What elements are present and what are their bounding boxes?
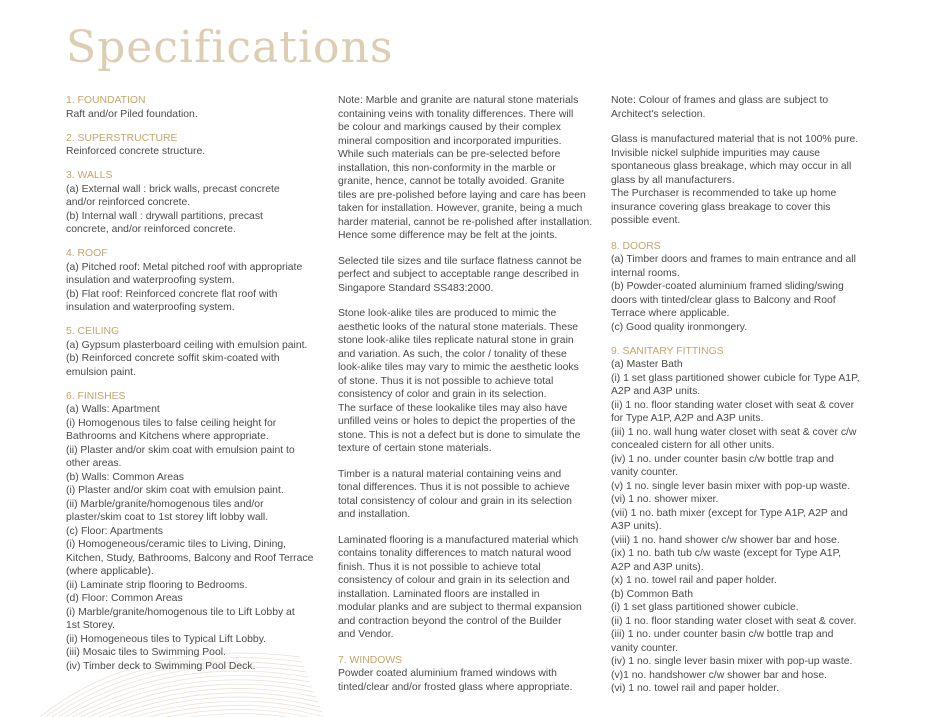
text-line: (ii) Homogeneous tiles to Typical Lift Lobby. — [66, 633, 267, 645]
text-line: Reinforced concrete structure. — [66, 146, 206, 157]
text-line: Hence some difference may be felt at the joints. — [338, 230, 558, 241]
text-line: (c) Floor: Apartments — [66, 525, 164, 537]
text-line: mineral composition and incorporated impurities. — [338, 135, 562, 147]
text-line: total consistency of colour and grain in its selection — [338, 495, 572, 507]
section-heading: 8. DOORS — [611, 240, 661, 252]
text-line: concealed cistern for all other units. — [611, 440, 775, 451]
text-line: stone look-alike tiles replicate natural stone in grain — [338, 335, 574, 346]
text-line: Architect's selection. — [611, 108, 706, 120]
text-line: (i) Homogeneous/ceramic tiles to Living, Dining, — [66, 539, 287, 550]
text-line: (ii) 1 no. floor standing water closet with seat & cover — [611, 399, 855, 411]
text-line: (a) External wall : brick walls, precast concrete — [66, 183, 280, 195]
text-line: containing veins with tonality differences. There will — [338, 108, 574, 120]
text-line: granite, hence, cannot be totally avoided. Granite — [338, 176, 565, 187]
text-line: possible event. — [611, 215, 681, 226]
text-line: vanity counter. — [611, 642, 679, 654]
text-line: (iv) Timber deck to Swimming Pool Deck. — [66, 660, 256, 672]
text-line: other areas. — [66, 458, 122, 469]
text-line: installation. Laminated floors are installed in — [338, 588, 540, 600]
text-line: (vi) 1 no. shower mixer. — [611, 494, 719, 505]
text-line: Raft and/or Piled foundation. — [66, 108, 198, 120]
column-2 — [338, 94, 593, 705]
text-line: (b) Powder-coated aluminium framed sliding/swing — [611, 281, 844, 292]
spec-section — [66, 247, 328, 315]
spec-section — [66, 390, 328, 674]
text-line: (d) Floor: Common Areas — [66, 593, 183, 604]
text-line: consistency of colour and grain in its selection and — [338, 575, 570, 586]
text-line: vanity counter. — [611, 467, 679, 478]
text-line: (b) Internal wall : drywall partitions, precast — [66, 210, 263, 222]
text-line: (ii) Plaster and/or skim coat with emulsion paint to — [66, 444, 295, 456]
text-line: (a) Walls: Apartment — [66, 404, 160, 415]
column-3 — [611, 94, 865, 706]
text-line: (ix) 1 no. bath tub c/w waste (except for Type A1P, — [611, 548, 842, 559]
section-heading: 1. FOUNDATION — [66, 95, 146, 106]
text-line: Powder coated aluminium framed windows with — [338, 668, 557, 679]
text-line: (a) Master Bath — [611, 359, 683, 370]
text-line: Terrace where applicable. — [611, 308, 730, 319]
spec-section — [611, 133, 865, 228]
text-line: The Purchaser is recommended to take up home — [611, 188, 837, 199]
text-line: spontaneous glass breakage, which may occur in all — [611, 161, 852, 172]
text-line: tonal differences. Thus it is not possible to achieve — [338, 482, 570, 493]
section-heading: 7. WINDOWS — [338, 654, 403, 666]
text-line: Kitchen, Study, Bathrooms, Balcony and Roof Terrace — [66, 552, 314, 564]
text-line: The surface of these lookalike tiles may also have — [338, 402, 568, 414]
text-line: A2P and A3P units). — [611, 561, 704, 573]
spec-section — [66, 94, 328, 121]
text-line: perfect and subject to acceptable range described in — [338, 269, 579, 280]
text-line: (vi) 1 no. towel rail and paper holder. — [611, 683, 780, 694]
column-1 — [66, 94, 328, 684]
text-line: (x) 1 no. towel rail and paper holder. — [611, 575, 777, 586]
text-line: (ii) 1 no. floor standing water closet with seat & cover. — [611, 615, 857, 627]
text-line: (iii) 1 no. wall hung water closet with seat & cover c/w — [611, 426, 857, 438]
section-heading: 3. WALLS — [66, 170, 113, 181]
text-line: (b) Flat roof: Reinforced concrete flat roof with — [66, 288, 278, 300]
text-line: (vii) 1 no. bath mixer (except for Type A1P, A2P and — [611, 507, 848, 519]
text-line: internal rooms. — [611, 267, 680, 279]
section-heading: 4. ROOF — [66, 248, 108, 259]
text-line: plaster/skim coat to 1st storey lift lobby wall. — [66, 512, 269, 523]
text-line: look-alike tiles may vary to mimic the aesthetic looks — [338, 362, 579, 373]
text-line: be colour and markings caused by their complex — [338, 122, 561, 133]
text-line: Laminated flooring is a manufactured material which — [338, 534, 579, 546]
text-line: (c) Good quality ironmongery. — [611, 321, 748, 333]
spec-section — [338, 255, 588, 296]
text-line: Note: Colour of frames and glass are subject to — [611, 95, 829, 106]
text-line: modular planks and are subject to thermal expansion — [338, 602, 582, 613]
text-line: (i) Homogenous tiles to false ceiling height for — [66, 417, 277, 429]
section-heading: 9. SANITARY FITTINGS — [611, 345, 724, 357]
text-line: aesthetic looks of the natural stone materials. These — [338, 321, 579, 333]
text-line: (a) Timber doors and frames to main entrance and all — [611, 254, 856, 265]
wave-line — [70, 697, 320, 717]
text-line: harder material, cannot be re-polished after installation. — [338, 216, 593, 228]
text-line: taken for installation. However, granite, being a much — [338, 203, 583, 214]
text-line: (viii) 1 no. hand shower c/w shower bar and hose. — [611, 534, 840, 546]
text-line: (b) Common Bath — [611, 588, 693, 600]
text-line: tinted/clear and/or frosted glass where appropriate. — [338, 681, 573, 693]
text-line: and variation. As such, the color / tonality of these — [338, 348, 567, 360]
section-heading: 2. SUPERSTRUCTURE — [66, 132, 178, 144]
text-line: Glass is manufactured material that is not 100% pure. — [611, 134, 859, 145]
text-line: and contraction beyond the control of the Builder — [338, 615, 562, 627]
text-line: finish. Thus it is not possible to achieve total — [338, 561, 541, 573]
text-line: (i) Plaster and/or skim coat with emulsion paint. — [66, 485, 284, 496]
spec-section — [66, 325, 328, 379]
text-line: While such materials can be pre-selected before — [338, 149, 561, 160]
spec-section — [338, 534, 588, 642]
text-line: 1st Storey. — [66, 620, 115, 631]
text-line: tiles are pre-polished before laying and care has been — [338, 189, 586, 201]
spec-section — [66, 132, 328, 159]
spec-section — [338, 94, 593, 243]
text-line: stone. This is not a defect but is done to simulate the — [338, 429, 581, 441]
text-line: (i) 1 set glass partitioned shower cubicle for Type A1P, — [611, 372, 860, 384]
text-line: Timber is a natural material containing veins and — [338, 468, 562, 480]
text-line: Bathrooms and Kitchens where appropriate. — [66, 431, 269, 442]
text-line: and installation. — [338, 509, 411, 520]
text-line: Singapore Standard SS483:2000. — [338, 282, 494, 294]
text-line: for Type A1P, A2P and A3P units. — [611, 413, 764, 424]
text-line: glass by all manufacturers. — [611, 174, 735, 186]
text-line: Selected tile sizes and tile surface flatness cannot be — [338, 255, 582, 267]
text-line: (iv) 1 no. single lever basin mixer with pop-up waste. — [611, 656, 853, 667]
text-line: Invisible nickel sulphide impurities may cause — [611, 147, 821, 159]
spec-section — [611, 240, 865, 335]
spec-section — [338, 654, 588, 695]
text-line: (iii) 1 no. under counter basin c/w bottle trap and — [611, 629, 834, 640]
text-line: (i) 1 set glass partitioned shower cubicle. — [611, 602, 799, 613]
text-line: (where applicable). — [66, 566, 154, 577]
text-line: (iii) Mosaic tiles to Swimming Pool. — [66, 647, 226, 658]
page-title: Specifications — [66, 22, 394, 73]
text-line: and/or reinforced concrete. — [66, 197, 191, 208]
text-line: (a) Pitched roof: Metal pitched roof with appropriate — [66, 261, 303, 273]
text-line: (ii) Laminate strip flooring to Bedrooms. — [66, 579, 248, 591]
text-line: consistency of color and grain in its selection. — [338, 389, 547, 400]
text-line: Stone look-alike tiles are produced to mimic the — [338, 308, 557, 319]
text-line: unfilled veins or holes to depict the properties of the — [338, 416, 576, 427]
text-line: (b) Reinforced concrete soffit skim-coated with — [66, 353, 280, 364]
text-line: (b) Walls: Common Areas — [66, 471, 184, 483]
spec-section — [338, 307, 588, 456]
text-line: doors with tinted/clear glass to Balcony and Roof — [611, 294, 836, 306]
wave-line — [67, 693, 318, 717]
section-heading: 5. CEILING — [66, 326, 120, 337]
section-heading: 6. FINISHES — [66, 390, 126, 402]
text-line: insulation and waterproofing system. — [66, 275, 235, 286]
text-line: texture of certain stone materials. — [338, 443, 492, 454]
text-line: A2P and A3P units. — [611, 386, 701, 397]
spec-section — [66, 169, 328, 237]
text-line: (a) Gypsum plasterboard ceiling with emulsion paint. — [66, 339, 308, 351]
text-line: (iv) 1 no. under counter basin c/w bottle trap and — [611, 453, 834, 465]
text-line: installation, this non-conformity in the marble or — [338, 162, 556, 174]
text-line: (v)1 no. handshower c/w shower bar and hose. — [611, 669, 828, 681]
text-line: concrete, and/or reinforced concrete. — [66, 224, 236, 235]
text-line: and Vendor. — [338, 629, 394, 640]
text-line: contains tonality differences to match natural wood — [338, 548, 572, 559]
spec-section — [338, 468, 588, 522]
text-line: (ii) Marble/granite/homogenous tiles and/or — [66, 498, 264, 510]
text-line: (i) Marble/granite/homogenous tile to Lift Lobby at — [66, 606, 295, 618]
text-line: of stone. Thus it is not possible to achieve total — [338, 375, 554, 387]
text-line: emulsion paint. — [66, 366, 136, 378]
text-line: insulation and waterproofing system. — [66, 302, 235, 313]
text-line: insurance covering glass breakage to cover this — [611, 201, 831, 213]
text-line: Note: Marble and granite are natural stone materials — [338, 95, 579, 106]
spec-section — [611, 94, 865, 121]
text-line: (v) 1 no. single lever basin mixer with pop-up waste. — [611, 480, 851, 492]
text-line: A3P units). — [611, 521, 662, 532]
spec-section — [611, 345, 865, 696]
